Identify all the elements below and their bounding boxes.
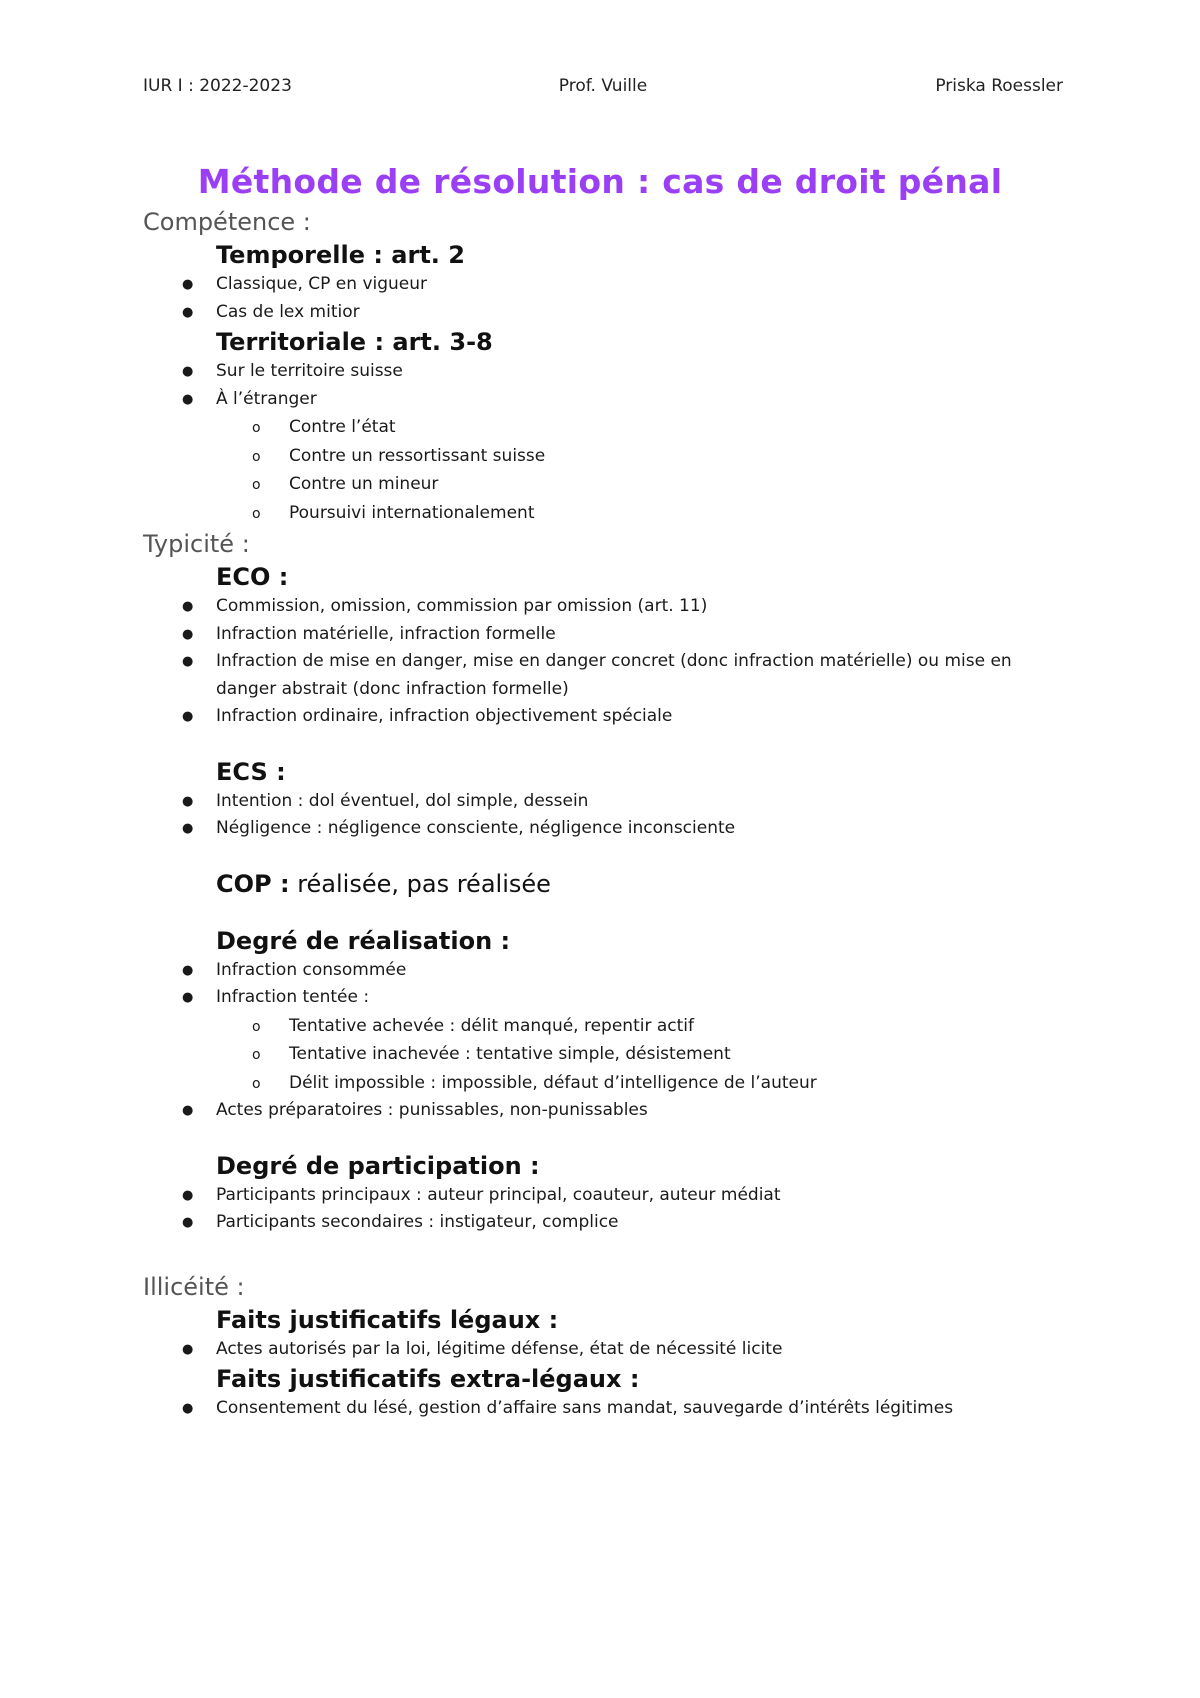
section-typicite-title: Typicité : (143, 530, 250, 558)
list-item: ● Sur le territoire suisse (143, 358, 1063, 386)
sub-list-item: o Contre l’état (216, 413, 1063, 442)
circle-bullet-icon: o (252, 1075, 261, 1092)
list-item: ● À l’étranger o Contre l’état o Contre un ressortissant suisse o Contre un mineur o Poursuivi internationalement (143, 386, 1063, 528)
sub-list-item: o Contre un ressortissant suisse (216, 442, 1063, 471)
header-author: Priska Roessler (935, 76, 1063, 96)
sub-list-item: o Tentative achevée : délit manqué, repentir actif (216, 1012, 1063, 1041)
bullet-icon: ● (182, 793, 194, 809)
list-item: ● Infraction matérielle, infraction formelle (143, 621, 1063, 649)
circle-bullet-icon: o (252, 420, 261, 436)
subheading-extra-legaux: Faits justificatifs extra-légaux : (216, 1365, 640, 1393)
bullet-icon: ● (182, 1341, 194, 1357)
bullet-icon: ● (182, 962, 194, 978)
list-eco (143, 593, 1063, 731)
bullet-icon: ● (182, 391, 194, 407)
list-legaux (143, 1336, 1063, 1364)
circle-bullet-icon: o (252, 448, 261, 465)
circle-bullet-icon: o (252, 477, 261, 493)
bullet-icon: ● (182, 654, 194, 669)
bullet-icon: ● (182, 1215, 194, 1230)
list-item: ● Infraction ordinaire, infraction objectivement spéciale (143, 703, 1063, 731)
bullet-icon: ● (182, 304, 194, 320)
bullet-icon: ● (182, 599, 194, 614)
bullet-icon: ● (182, 277, 194, 292)
subheading-ecs: ECS : (216, 757, 286, 786)
subheading-participation: Degré de participation : (216, 1151, 540, 1180)
list-territoriale (143, 358, 1063, 527)
list-item: ● Négligence : négligence consciente, négligence inconsciente (143, 815, 1063, 843)
sub-list-item: o Tentative inachevée : tentative simple, désistement (216, 1040, 1063, 1069)
list-item: ● Participants principaux : auteur principal, coauteur, auteur médiat (143, 1182, 1063, 1210)
subheading-realisation: Degré de réalisation : (216, 926, 511, 955)
sub-list-item: o Contre un mineur (216, 470, 1063, 499)
subheading-cop: COP : réalisée, pas réalisée (216, 869, 551, 898)
list-realisation (143, 957, 1063, 1125)
sublist-etranger (216, 413, 1063, 527)
bullet-icon: ● (182, 990, 194, 1005)
subheading-eco: ECO : (216, 563, 289, 591)
bullet-icon: ● (182, 709, 194, 724)
subheading-legaux: Faits justificatifs légaux : (216, 1305, 559, 1334)
list-extra-legaux (143, 1395, 1063, 1423)
list-item: ● Participants secondaires : instigateur, complice (143, 1209, 1063, 1237)
list-item: ● Commission, omission, commission par omission (art. 11) (143, 593, 1063, 621)
page-header (143, 76, 1063, 100)
list-ecs (143, 788, 1063, 843)
bullet-icon: ● (182, 821, 194, 836)
list-participation (143, 1182, 1063, 1237)
document-body (143, 205, 1063, 1423)
header-course: IUR I : 2022-2023 (143, 76, 292, 96)
list-item: ● Actes préparatoires : punissables, non-punissables (143, 1097, 1063, 1125)
list-item: ● Classique, CP en vigueur (143, 271, 1063, 299)
bullet-icon: ● (182, 626, 194, 642)
list-item: ● Infraction tentée : o Tentative achevée : délit manqué, repentir actif o Tentative inachevée : tentative simple, désistement o Délit impossible : impossible, défaut d’intelligence de l’auteur (143, 984, 1063, 1097)
sub-list-item: o Délit impossible : impossible, défaut d’intelligence de l’auteur (216, 1069, 1063, 1098)
circle-bullet-icon: o (252, 1047, 261, 1063)
sub-list-item: o Poursuivi internationalement (216, 499, 1063, 528)
list-item: ● Infraction consommée (143, 957, 1063, 985)
list-item: ● Infraction de mise en danger, mise en danger concret (donc infraction matérielle) ou mise en danger abstrait (donc infraction formelle) (143, 648, 1063, 703)
circle-bullet-icon: o (252, 505, 261, 522)
bullet-icon: ● (182, 1401, 194, 1416)
sublist-tentee (216, 1012, 1063, 1098)
bullet-icon: ● (182, 1187, 194, 1203)
cop-text: réalisée, pas réalisée (289, 869, 551, 898)
bullet-icon: ● (182, 1103, 194, 1118)
bullet-icon: ● (182, 364, 194, 379)
header-professor: Prof. Vuille (558, 76, 648, 96)
subheading-temporelle: Temporelle : art. 2 (216, 241, 465, 269)
list-temporelle (143, 271, 1063, 326)
list-item: ● Cas de lex mitior (143, 299, 1063, 327)
circle-bullet-icon: o (252, 1018, 261, 1035)
document-title: Méthode de résolution : cas de droit pénal (197, 162, 1003, 201)
list-item: ● Actes autorisés par la loi, légitime défense, état de nécessité licite (143, 1336, 1063, 1364)
list-item: ● Intention : dol éventuel, dol simple, dessein (143, 788, 1063, 816)
list-item: ● Consentement du lésé, gestion d’affaire sans mandat, sauvegarde d’intérêts légitimes (143, 1395, 1063, 1423)
subheading-territoriale: Territoriale : art. 3-8 (216, 328, 493, 356)
section-competence-title: Compétence : (143, 208, 311, 236)
section-illiceite-title: Illicéité : (143, 1272, 245, 1301)
